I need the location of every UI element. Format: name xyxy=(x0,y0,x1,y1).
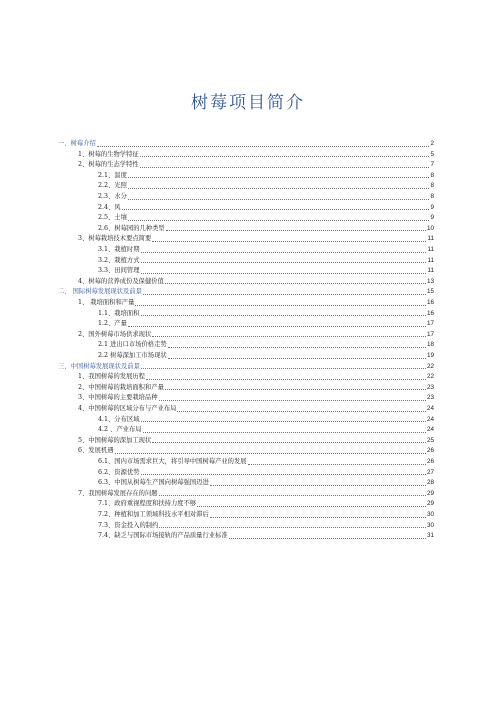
toc-leader-dots xyxy=(97,146,430,147)
toc-entry[interactable] xyxy=(98,320,434,328)
toc-entry-label: 6.2、资源优势 xyxy=(98,468,140,476)
toc-entry-label: 1.1、栽培面积 xyxy=(98,309,140,317)
toc-entry-label: 2.1、温度 xyxy=(98,171,127,179)
toc-entry-page-number: 22 xyxy=(426,373,434,381)
toc-entry-label: 6.1、国内市场需求巨大，将引导中国树莓产业的发展 xyxy=(98,458,247,465)
toc-entry-label: 6、发展机遇 xyxy=(78,447,114,455)
toc-leader-dots xyxy=(128,326,426,327)
toc-entry[interactable] xyxy=(98,214,434,222)
toc-leader-dots xyxy=(248,464,426,465)
toc-entry-page-number: 2 xyxy=(430,140,434,147)
toc-leader-dots xyxy=(128,177,430,178)
page-title: 树莓项目简介 xyxy=(191,93,305,113)
toc-entry[interactable] xyxy=(98,511,434,519)
toc-entry[interactable] xyxy=(98,193,434,201)
toc-entry[interactable] xyxy=(98,246,434,254)
toc-entry-label: 2.2、光照 xyxy=(98,182,127,190)
toc-entry-label: 2、中国树莓的栽培面积和产量 xyxy=(78,383,164,391)
toc-leader-dots xyxy=(141,315,426,316)
toc-entry[interactable] xyxy=(78,490,434,498)
toc-entry-page-number: 27 xyxy=(426,468,434,476)
toc-entry-page-number: 7 xyxy=(430,161,434,169)
toc-leader-dots xyxy=(141,368,426,369)
toc-entry[interactable] xyxy=(78,161,434,169)
toc-entry-label: 3、树莓栽培技术要点简要 xyxy=(78,235,152,243)
toc-leader-dots xyxy=(143,432,426,433)
toc-entry-page-number: 30 xyxy=(426,521,434,529)
toc-entry-label: 1、 栽培面积和产量 xyxy=(78,299,135,306)
toc-entry-label: 一、树莓介绍 xyxy=(58,140,96,147)
toc-entry-page-number: 13 xyxy=(426,277,434,285)
toc-leader-dots xyxy=(152,336,426,337)
toc-entry-page-number: 16 xyxy=(426,309,434,317)
toc-entry[interactable] xyxy=(58,140,434,148)
toc-entry-page-number: 9 xyxy=(430,203,434,211)
toc-entry-page-number: 8 xyxy=(430,182,434,190)
toc-entry-page-number: 26 xyxy=(426,447,434,455)
toc-leader-dots xyxy=(210,485,426,486)
toc-entry[interactable] xyxy=(98,267,434,275)
toc-entry-page-number: 25 xyxy=(426,436,434,444)
toc-entry-label: 4.2 、产业布局 xyxy=(98,426,142,434)
toc-entry-page-number: 26 xyxy=(426,458,434,465)
toc-entry-page-number: 15 xyxy=(426,288,434,296)
toc-leader-dots xyxy=(128,199,430,200)
toc-entry-label: 3.2、栽植方式 xyxy=(98,256,140,264)
toc-entry-page-number: 30 xyxy=(426,511,434,518)
toc-entry[interactable] xyxy=(98,310,434,318)
toc-leader-dots xyxy=(197,506,426,507)
toc-leader-dots xyxy=(128,220,430,221)
toc-entry-label: 2.1 进出口市场价格走势 xyxy=(98,341,167,349)
toc-leader-dots xyxy=(177,411,426,412)
toc-leader-dots xyxy=(128,188,430,189)
toc-entry-label: 2.3、水分 xyxy=(98,193,127,200)
toc-entry[interactable] xyxy=(78,373,434,381)
toc-entry[interactable] xyxy=(98,469,434,477)
toc-entry-label: 7.1、政府重视程度和扶持力度不够 xyxy=(98,500,197,508)
toc-leader-dots xyxy=(141,421,426,422)
toc-entry-page-number: 22 xyxy=(426,362,434,370)
toc-entry[interactable] xyxy=(98,204,434,212)
toc-entry[interactable] xyxy=(98,522,434,530)
toc-leader-dots xyxy=(146,379,426,380)
toc-entry-label: 5、中国树莓的深加工现状 xyxy=(78,436,152,444)
toc-entry-label: 1.2、产量 xyxy=(98,320,127,328)
toc-entry-label: 二、 国际树莓发展现状及前景 xyxy=(58,288,142,296)
toc-entry-label: 4.1、分布区域 xyxy=(98,415,140,423)
toc-leader-dots xyxy=(168,347,426,348)
toc-entry[interactable] xyxy=(58,363,434,371)
toc-entry-page-number: 29 xyxy=(426,489,434,497)
toc-entry[interactable] xyxy=(98,532,434,540)
toc-entry-page-number: 19 xyxy=(426,352,434,359)
toc-entry-page-number: 28 xyxy=(426,479,434,487)
toc-entry[interactable] xyxy=(98,458,434,466)
toc-entry-label: 7.2、种植和加工领域科技水平相对滞后 xyxy=(98,511,209,518)
toc-leader-dots xyxy=(152,241,426,242)
toc-entry[interactable] xyxy=(78,331,434,339)
toc-leader-dots xyxy=(159,495,426,496)
toc-entry-label: 2.4、风 xyxy=(98,203,121,211)
toc-entry-label: 2.5、土壤 xyxy=(98,214,127,222)
toc-entry-page-number: 23 xyxy=(426,394,434,402)
toc-entry-page-number: 24 xyxy=(426,415,434,423)
toc-entry-label: 6.3、中国从树莓生产国向树莓强国迈进 xyxy=(98,479,209,487)
toc-leader-dots xyxy=(122,209,430,210)
toc-entry-label: 3、中国树莓的主要栽培品种 xyxy=(78,394,158,402)
toc-entry-page-number: 8 xyxy=(430,171,434,179)
toc-leader-dots xyxy=(159,400,426,401)
toc-entry-label: 1、树莓的生物学特征 xyxy=(78,150,139,158)
toc-entry[interactable] xyxy=(98,182,434,190)
toc-entry[interactable] xyxy=(98,416,434,424)
toc-entry-label: 4、树莓的营养成份及保健价值 xyxy=(78,277,164,285)
toc-entry[interactable] xyxy=(58,288,434,296)
toc-entry[interactable] xyxy=(98,479,434,487)
toc-entry-page-number: 10 xyxy=(426,224,434,232)
toc-leader-dots xyxy=(229,538,426,539)
toc-leader-dots xyxy=(165,389,426,390)
toc-leader-dots xyxy=(135,305,426,306)
toc-entry[interactable] xyxy=(78,384,434,392)
toc-entry-label: 1、我国树莓的发展历程 xyxy=(78,373,145,381)
toc-entry-page-number: 24 xyxy=(426,426,434,434)
toc-leader-dots xyxy=(168,358,426,359)
toc-leader-dots xyxy=(210,517,426,518)
toc-entry-label: 4、中国树莓的区域分布与产业布局 xyxy=(78,405,177,412)
toc-entry-page-number: 23 xyxy=(426,383,434,391)
toc-leader-dots xyxy=(166,230,426,231)
toc-entry-page-number: 8 xyxy=(430,193,434,200)
toc-entry-page-number: 18 xyxy=(426,341,434,349)
toc-entry[interactable] xyxy=(98,257,434,265)
toc-entry-page-number: 24 xyxy=(426,405,434,412)
toc-leader-dots xyxy=(140,156,430,157)
toc-entry[interactable] xyxy=(98,426,434,434)
toc-leader-dots xyxy=(141,252,427,253)
toc-entry-label: 3.3、田间管理 xyxy=(98,267,140,275)
toc-entry[interactable] xyxy=(78,299,434,307)
toc-entry-label: 7、我国树莓发展存在的问题 xyxy=(78,489,158,497)
toc-entry-label: 2、树莓的生态学特性 xyxy=(78,161,139,169)
toc-leader-dots xyxy=(141,262,427,263)
toc-leader-dots xyxy=(141,474,426,475)
toc-entry[interactable] xyxy=(98,352,434,360)
toc-entry-page-number: 11 xyxy=(427,246,434,253)
toc-leader-dots xyxy=(165,283,426,284)
toc-leader-dots xyxy=(141,273,427,274)
toc-entry[interactable] xyxy=(78,447,434,455)
toc-entry[interactable] xyxy=(78,278,434,286)
toc-entry[interactable] xyxy=(78,151,434,159)
toc-leader-dots xyxy=(140,167,430,168)
toc-leader-dots xyxy=(143,294,426,295)
toc-entry[interactable] xyxy=(78,405,434,413)
toc-entry[interactable] xyxy=(98,500,434,508)
toc-entry-page-number: 31 xyxy=(426,532,434,540)
toc-entry-page-number: 11 xyxy=(427,256,434,264)
toc-entry[interactable] xyxy=(78,394,434,402)
toc-leader-dots xyxy=(115,453,426,454)
toc-entry-page-number: 17 xyxy=(426,330,434,338)
toc-entry-label: 2.6、树莓园的几种类型 xyxy=(98,224,165,232)
toc-entry-page-number: 11 xyxy=(427,235,434,243)
toc-entry[interactable] xyxy=(98,225,434,233)
toc-entry-page-number: 5 xyxy=(430,150,434,158)
toc-entry[interactable] xyxy=(78,437,434,445)
toc-entry-label: 三、中国树莓发展现状及前景 xyxy=(58,362,140,370)
toc-entry-page-number: 17 xyxy=(426,320,434,328)
toc-entry-page-number: 11 xyxy=(427,267,434,275)
toc-leader-dots xyxy=(159,527,426,528)
toc-entry-page-number: 9 xyxy=(430,214,434,222)
toc-entry-page-number: 16 xyxy=(426,299,434,306)
toc-entry[interactable] xyxy=(98,341,434,349)
toc-entry-label: 2.2 树莓深加工市场现状 xyxy=(98,352,167,359)
toc-entry-page-number: 29 xyxy=(426,500,434,508)
toc-entry-label: 7.4、缺乏与国际市场接轨的产品质量行业标准 xyxy=(98,532,228,540)
toc-entry-label: 2、国外树莓市场供求现状 xyxy=(78,330,152,338)
toc-entry-label: 7.3、资金投入的制约 xyxy=(98,521,159,529)
toc-entry[interactable] xyxy=(98,172,434,180)
toc-leader-dots xyxy=(152,442,426,443)
toc-entry[interactable] xyxy=(78,235,434,243)
toc-entry-label: 3.1、栽植时期 xyxy=(98,246,140,253)
